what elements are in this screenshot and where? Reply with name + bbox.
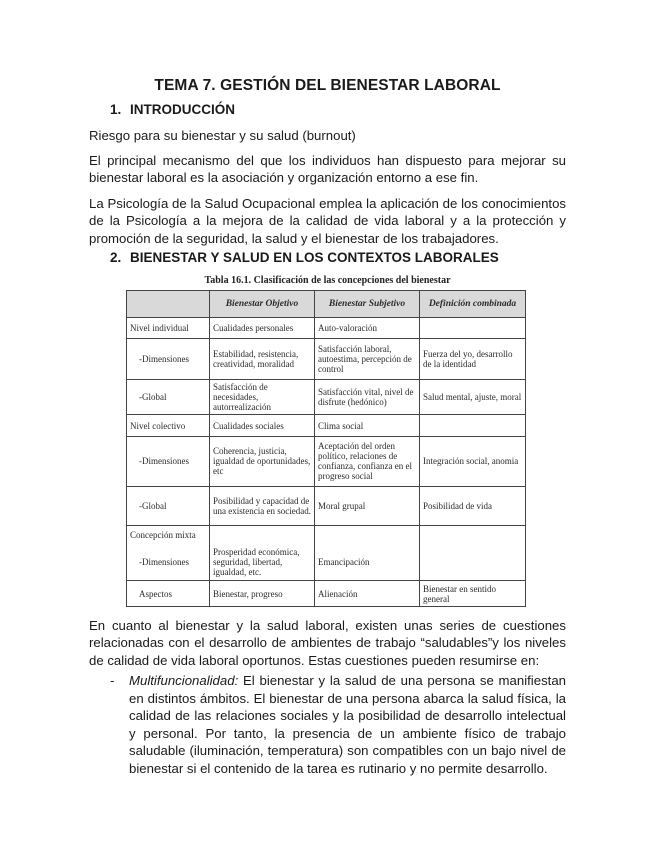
table-cell [420, 544, 526, 580]
table-cell: Alienación [315, 581, 420, 607]
table-row [127, 487, 526, 526]
table-cell: Nivel colectivo [127, 415, 210, 436]
paragraph-cuestiones: En cuanto al bienestar y la salud laboral, existen unas series de cuestiones relacionadas con el desarrollo de ambientes de trabajo “saludables”y los niveles de calidad de vida laboral oportunos. Estas cuestiones pueden resumirse en: [89, 618, 566, 668]
table-row [127, 581, 526, 607]
table-cell: Nivel individual [127, 318, 210, 339]
table-cell: Aceptación del orden político, relaciones de confianza, confianza en el progreso social [315, 436, 420, 486]
table-cell: -Global [127, 380, 210, 415]
table-caption: Tabla 16.1. Clasificación de las concepciones del bienestar [204, 275, 451, 286]
table-cell: -Dimensiones [127, 544, 210, 580]
table-row [127, 339, 526, 380]
list-bullet: - [110, 673, 115, 688]
section-number: 2. [110, 250, 122, 265]
table-header-cell: Bienestar Subjetivo [315, 291, 420, 318]
table-cell: Aspectos [127, 581, 210, 607]
table-cell: Posibilidad y capacidad de una existencia en sociedad. [210, 487, 315, 526]
table-cell: Satisfacción vital, nivel de disfrute (hedónico) [315, 380, 420, 415]
list-item-term: Multifuncionalidad: [129, 673, 239, 688]
table-cell: Cualidades sociales [210, 415, 315, 436]
table-row [127, 544, 526, 580]
table-cell: Emancipación [315, 544, 420, 580]
section-title: BIENESTAR Y SALUD EN LOS CONTEXTOS LABORALES [130, 250, 499, 265]
section-title: INTRODUCCIÓN [130, 102, 235, 117]
table-cell: Bienestar, progreso [210, 581, 315, 607]
table-row [127, 415, 526, 436]
table-cell [210, 525, 315, 544]
table-cell: Cualidades personales [210, 318, 315, 339]
document-title: TEMA 7. GESTIÓN DEL BIENESTAR LABORAL [154, 77, 501, 94]
paragraph-mecanismo: El principal mecanismo del que los individuos han dispuesto para mejorar su bienestar laboral es la asociación y organización entorno a ese fin. [89, 153, 566, 186]
table-cell: Prosperidad económica, seguridad, libertad, igualdad, etc. [210, 544, 315, 580]
table-cell: Auto-valoración [315, 318, 420, 339]
section-heading-introduccion [110, 102, 235, 117]
section-heading-bienestar [110, 250, 499, 265]
table-header-row [127, 291, 526, 318]
table-cell: Moral grupal [315, 487, 420, 526]
table-cell: -Global [127, 487, 210, 526]
table-header-cell: Definición combinada [420, 291, 526, 318]
table-cell [315, 525, 420, 544]
table-row [127, 318, 526, 339]
table-scan-image [126, 290, 525, 607]
section-number: 1. [110, 102, 122, 117]
list-item-multifuncionalidad [129, 672, 566, 778]
table-cell [420, 318, 526, 339]
table-cell: Concepción mixta [127, 525, 210, 544]
table-cell: Satisfacción de necesidades, autorrealización [210, 380, 315, 415]
paragraph-psicologia: La Psicología de la Salud Ocupacional emplea la aplicación de los conocimientos de la Psicología a la mejora de la calidad de vida laboral y a la protección y promoción de la seguridad, la salud y el bienestar de los trabajadores. [89, 196, 566, 246]
table-cell: Fuerza del yo, desarrollo de la identidad [420, 339, 526, 380]
table-row [127, 436, 526, 486]
table-cell: -Dimensiones [127, 436, 210, 486]
table-header-cell [127, 291, 210, 318]
list-item-text: El bienestar y la salud de una persona se manifiestan en distintos ámbitos. El bienestar de una persona abarca la salud física, la calidad de las relaciones sociales y la posibilidad de desarrollo intelectual y personal. Por tanto, la presencia de un ambiente físico de trabajo saludable (iluminación, temperatura) son compatibles con un bajo nivel de bienestar si el contenido de la tarea es rutinario y no permite desarrollo. [129, 673, 566, 776]
table-cell: Bienestar en sentido general [420, 581, 526, 607]
table-cell: Satisfacción laboral, autoestima, percepción de control [315, 339, 420, 380]
table-header-cell: Bienestar Objetivo [210, 291, 315, 318]
table-cell: Posibilidad de vida [420, 487, 526, 526]
table-cell: Estabilidad, resistencia, creatividad, moralidad [210, 339, 315, 380]
table-cell [420, 525, 526, 544]
table-cell: Salud mental, ajuste, moral [420, 380, 526, 415]
table-cell: Integración social, anomia [420, 436, 526, 486]
table-cell [420, 415, 526, 436]
table-row [127, 380, 526, 415]
table-row [127, 525, 526, 544]
table-cell: -Dimensiones [127, 339, 210, 380]
paragraph-burnout: Riesgo para su bienestar y su salud (burnout) [89, 128, 356, 143]
table-cell: Clima social [315, 415, 420, 436]
bienestar-table [126, 290, 526, 607]
table-cell: Coherencia, justicia, igualdad de oportunidades, etc [210, 436, 315, 486]
